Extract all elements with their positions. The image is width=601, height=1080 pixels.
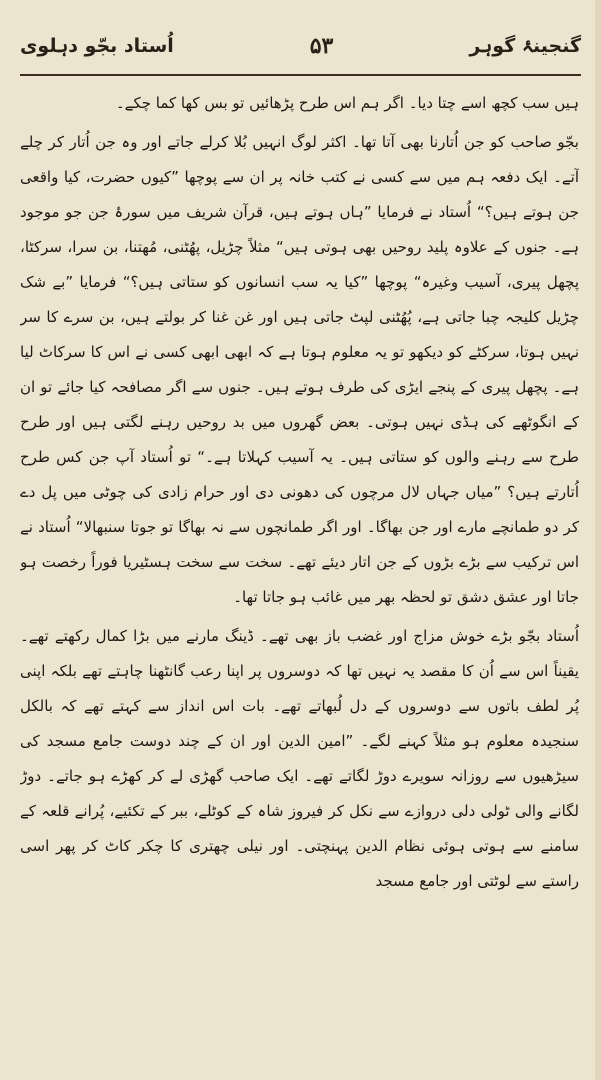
paragraph: اُستاد بجّو بڑے خوش مزاج اور غضب باز بھی تھے۔ ڈینگ مارنے میں بڑا کمال رکھتے تھے۔ یقیناً اس سے اُن کا مقصد یہ نہیں تھا کہ دوسروں پر اپنا رعب گانٹھنا چاہتے تھے بلکہ اپنی پُر لطف باتوں سے دوسروں کے دل لُبھاتے تھے۔ بات اس انداز سے کہتے تھے کہ بالکل سنجیدہ معلوم ہو مثلاً کہنے لگے۔ ”امین الدین اور ان کے چند دوست جامع مسجد کی سیڑھیوں سے روزانہ سویرے دوڑ لگاتے تھے۔ ایک صاحب گھڑی لے کر کھڑے ہو جاتے۔ دوڑ لگانے والی ٹولی دلی دروازے سے نکل کر فیروز شاہ کے کوٹلے، ببر کے تکئیے، پُرانے قلعہ کے سامنے سے ہوتی ہوئی نظام الدین پہنچتی۔ اور نیلی چھتری کا چکر کاٹ کر پھر اسی راستے سے لوٹتی اور جامع مسجد [20, 627, 579, 890]
paragraph: ہیں سب کچھ اسے چتا دیا۔ اگر ہم اس طرح پڑھائیں تو بس کھا کما چکے۔ [115, 94, 579, 112]
scan-edge [595, 0, 601, 1080]
page-number: ۵۳ [309, 33, 334, 59]
body-text [20, 86, 579, 1060]
running-head-chapter-title: اُستاد بجّو دہلوی [20, 35, 174, 57]
running-head [20, 26, 581, 66]
paragraph: بجّو صاحب کو جن اُتارنا بھی آتا تھا۔ اکثر لوگ انہیں بُلا کرلے جاتے اور وہ جن اُتار کر چلے آتے۔ ایک دفعہ ہم میں سے کسی نے کتب خانہ پر ان سے پوچھا ”کیوں حضرت، کیا واقعی جن ہوتے ہیں؟“ اُستاد نے فرمایا ”ہاں ہوتے ہیں، قرآن شریف میں سورۂ جن جو موجود ہے۔ جنوں کے علاوہ پلید روحیں بھی ہوتی ہیں“ مثلاً چڑیل، پھُٹنی، مُھتنا، بن سرا، سرکٹا، پچھل پیری، آسیب وغیرہ“ پوچھا ”کیا یہ سب انسانوں کو ستاتی ہیں؟“ فرمایا ”بے شک چڑیل کلیجہ چبا جاتی ہے، پُھُٹنی لپٹ جاتی ہیں اور غن غنا کر بولتے ہیں، بن سرے کا سر نہیں ہوتا، سرکٹے کو دیکھو تو یہ معلوم ہوتا ہے کہ ابھی ابھی کسی نے اس کا سرکاٹ لیا ہے۔ پچھل پیری کے پنجے ایڑی کی طرف ہوتے ہیں۔ جنوں سے اگر مصافحہ کیا جائے تو ان کے انگوٹھے کی ہڈی نہیں ہوتی۔ بعض گھروں میں بد روحیں رہنے لگتی ہیں اور طرح طرح سے رہنے والوں کو ستاتی ہیں۔ یہ آسیب کہلاتا ہے۔“ تو اُستاد آپ جن کس طرح اُتارتے ہیں؟ ”میاں جہاں لال مرچوں کی دھونی دی اور حرام زادی کی چوٹی میں پل دے کر دو طمانچے مارے اور جن بھاگا۔ اور اگر طمانچوں سے نہ بھاگا تو جوتا سنبھالا“ اُستاد نے اس ترکیب سے بڑے بڑوں کے جن اتار دیئے تھے۔ سخت سے سخت ہسٹیریا فوراً رخصت ہو جاتا اور عشق دشق تو لحظہ بھر میں غائب ہو جاتا تھا۔ [20, 133, 579, 606]
header-rule [20, 74, 581, 76]
running-head-book-title: گنجینۂ گوہر [469, 35, 581, 57]
